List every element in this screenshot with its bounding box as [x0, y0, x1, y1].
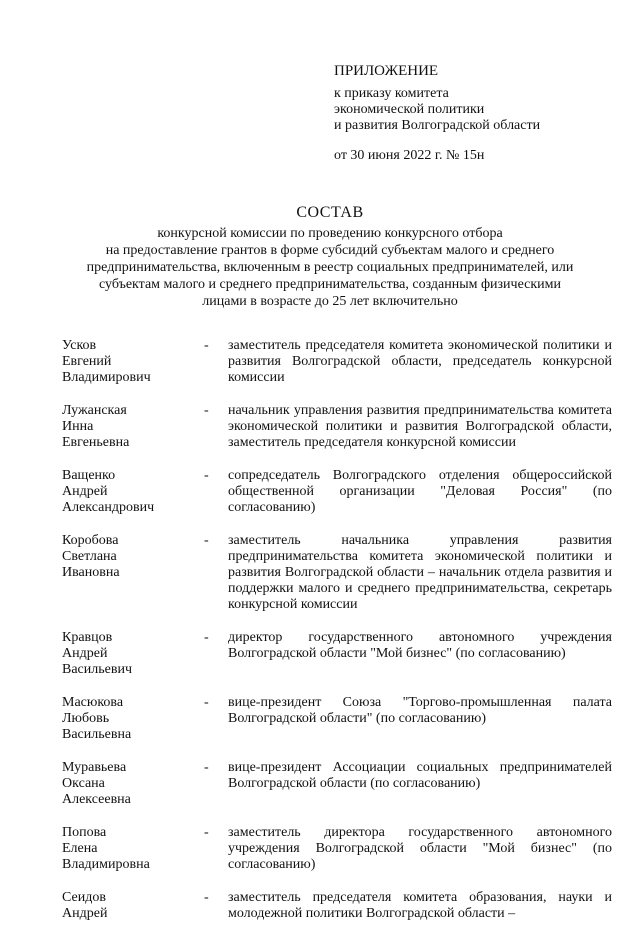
member-role: заместитель начальника управления развития предпринимательства комитета экономической политики и развития Волгоградской области – начальник отдела развития и поддержки малого и среднего предпринимательства, секретарь конкурсной комиссии [228, 533, 612, 612]
member-patronymic: Владимирович [62, 370, 151, 385]
member-dash: - [204, 890, 209, 905]
member-surname: Кравцов [62, 630, 113, 645]
heading-line: на предоставление грантов в форме субсидий субъектам малого и среднего [105, 243, 555, 258]
member-role: заместитель председателя комитета экономической политики и развития Волгоградской области, председатель конкурсной комиссии [228, 338, 612, 385]
member-patronymic: Александрович [62, 500, 155, 515]
member-patronymic: Васильевич [62, 662, 132, 677]
member-row [62, 468, 612, 516]
member-row [62, 630, 612, 678]
member-dash: - [204, 760, 209, 775]
member-role: заместитель директора государственного автономного учреждения Волгоградской области "Мой бизнес" (по согласованию) [228, 825, 612, 872]
member-first-name: Елена [62, 841, 98, 856]
heading-title: СОСТАВ [296, 204, 364, 221]
member-dash: - [204, 403, 209, 418]
document-heading [60, 203, 600, 310]
member-surname: Коробова [62, 533, 119, 548]
member-patronymic: Алексеевна [62, 792, 131, 807]
member-patronymic: Евгеньевна [62, 435, 130, 450]
member-name [62, 825, 204, 873]
member-role: вице-президент Союза "Торгово-промышленная палата Волгоградской области" (по согласованию) [228, 695, 612, 726]
member-surname: Муравьева [62, 760, 127, 775]
member-dash: - [204, 695, 209, 710]
member-dash: - [204, 630, 209, 645]
appendix-date: от 30 июня 2022 г. № 15н [334, 148, 485, 163]
member-row [62, 825, 612, 873]
member-surname: Ващенко [62, 468, 116, 483]
member-patronymic: Ивановна [62, 565, 120, 580]
member-surname: Попова [62, 825, 107, 840]
appendix-line: экономической политики [334, 102, 485, 117]
member-first-name: Евгений [62, 354, 112, 369]
member-role: начальник управления развития предпринимательства комитета экономической политики и развития Волгоградской области, заместитель председателя конкурсной комиссии [228, 403, 612, 450]
appendix-title: ПРИЛОЖЕНИЕ [334, 63, 439, 79]
member-dash: - [204, 825, 209, 840]
heading-line: конкурсной комиссии по проведению конкурсного отбора [157, 226, 503, 241]
member-name [62, 338, 204, 386]
heading-line: субъектам малого и среднего предпринимательства, созданным физическими [98, 277, 562, 292]
member-surname: Усков [62, 338, 97, 353]
member-role: директор государственного автономного учреждения Волгоградской области "Мой бизнес" (по согласованию) [228, 630, 612, 661]
member-patronymic: Владимировна [62, 857, 150, 872]
member-role: вице-президент Ассоциации социальных предпринимателей Волгоградской области (по согласованию) [228, 760, 612, 791]
member-role: заместитель председателя комитета образования, науки и молодежной политики Волгоградской области – [228, 890, 612, 921]
member-row [62, 695, 612, 743]
members-list [62, 338, 612, 939]
member-name [62, 533, 204, 613]
member-name [62, 695, 204, 743]
member-first-name: Оксана [62, 776, 105, 791]
member-first-name: Андрей [62, 646, 108, 661]
heading-line: предпринимательства, включенным в реестр социальных предпринимателей, или [86, 260, 574, 275]
member-name [62, 760, 204, 808]
member-dash: - [204, 338, 209, 353]
member-name [62, 403, 204, 451]
member-first-name: Любовь [62, 711, 110, 726]
member-name [62, 468, 204, 516]
member-first-name: Светлана [62, 549, 117, 564]
appendix-line: к приказу комитета [334, 86, 449, 101]
member-row [62, 890, 612, 922]
member-row [62, 760, 612, 808]
member-patronymic: Васильевна [62, 727, 132, 742]
member-first-name: Инна [62, 419, 94, 434]
member-dash: - [204, 468, 209, 483]
member-name [62, 890, 204, 922]
member-row [62, 533, 612, 613]
member-surname: Лужанская [62, 403, 127, 418]
member-first-name: Андрей [62, 484, 108, 499]
member-dash: - [204, 533, 209, 548]
member-row [62, 338, 612, 386]
heading-line: лицами в возрасте до 25 лет включительно [202, 294, 458, 309]
member-name [62, 630, 204, 678]
appendix-block [334, 62, 634, 164]
member-role: сопредседатель Волгоградского отделения общероссийской общественной организации "Деловая Россия" (по согласованию) [228, 468, 612, 515]
appendix-line: и развития Волгоградской области [334, 118, 541, 133]
member-surname: Масюкова [62, 695, 124, 710]
member-surname: Сеидов [62, 890, 106, 905]
member-row [62, 403, 612, 451]
member-first-name: Андрей [62, 906, 108, 921]
